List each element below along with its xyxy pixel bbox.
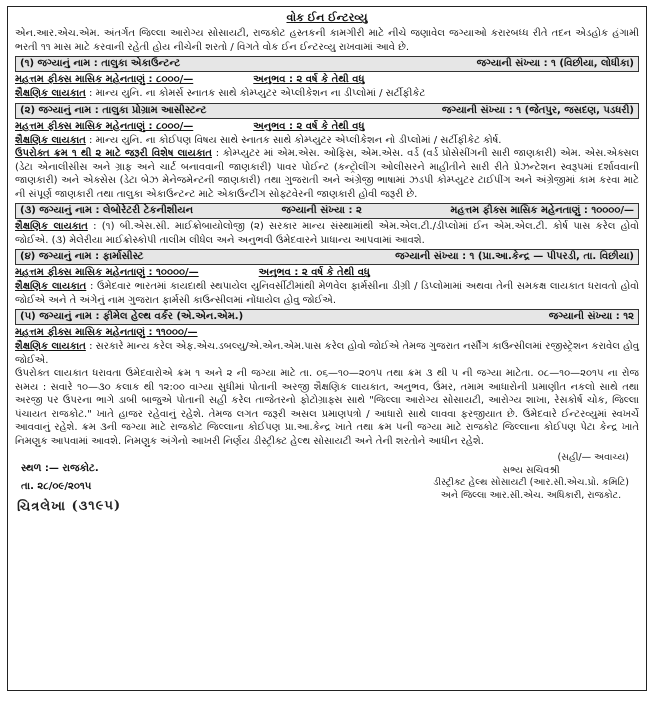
post-2-experience: અનુભવ : ૨ વર્ષ કે તેથી વધુ [253, 120, 365, 132]
closing-paragraph: ઉપરોક્ત લાયકાત ધરાવતા ઉમેદવારોએ ક્રમ ૧ અને ૨ ની જગ્યા માટે તા. ૦૬—૧૦—૨૦૧૫ તથા ક્રમ ૩ થી ૫ ની જગ્યા માટેતા. ૦૮—૧૦—૨૦૧૫ ના રોજ સમય : સવારે ૧૦—૩૦ કલાક થી ૧૨:૦૦ વાગ્યા સુધીમાં પોતાની અરજી શૈક્ષણિક લાયકાત, અનુભવ, ઉંમર, તમામ આધારોની પ્રમાણીત નકલો સાથે તથા અરજી પર ઉપરના ભાગે ડાબી બાજુએ પોતાની સહી કરેલ તાજેતરનો ફોટોગ્રાફ્સ સાથે "જિલ્લા આરોગ્ય સોસાયટી, આરોગ્ય શાખા, રેસકોર્ષ ચોક, જિલ્લા પંચાયત રાજકોટ." ખાતે હાજર રહેવાનું રહેશે. તેમજ લગત જરૂરી અસલ પ્રમાણપત્રો / આધારો સાથે લાવવા ફરજીયાત છે. ઉમેદવારે ઈન્ટરવ્યુમાં સ્વખર્ચે આવવાનું રહેશે. ક્રમ ૩ની જગ્યા માટે રાજકોટ જિલ્લાના કોઈપણ પ્રા.આ.કેન્દ્ર ખાતે તથા ક્રમ ૫ની જગ્યા માટે રાજકોટ જિલ્લાના કોઈપણ પેટા કેન્દ્ર ખાતે નિમણુક આપવામાં આવશે. નિમણુક અંગેનો આખરી નિર્ણય ડીસ્ટ્રીક્ટ હેલ્થ સોસાયટી અને તેની શરતોને આધીન રહેશે. [15, 368, 639, 447]
post-5-qual-label: શૈક્ષણિક લાયકાત [15, 341, 86, 352]
notice-title: વોક ઈન ઈન્ટરવ્યુ [286, 11, 368, 24]
footer-area [15, 452, 639, 532]
post-3-qualification [15, 220, 639, 247]
post-1-header [15, 56, 639, 72]
place-text: સ્થળ :— રાજકોટ. [21, 463, 99, 474]
post-3-salary: મહત્તમ ફીક્સ માસિક મહેનતાણું : ૧૦૦૦૦/— [450, 205, 634, 217]
notice-page [7, 6, 647, 691]
post-3-count: જગ્યાની સંખ્યા : ૨ [281, 205, 362, 217]
intro-paragraph: એન.આર.એચ.એમ. અંતર્ગત જિલ્લા આરોગ્ય સોસાયટી, રાજકોટ હસ્તકની કામગીરી માટે નીચે જણાવેલ જગ્યાઓ કરારબધ્ધ રીતે તદન એડહોક હંગામી ભરતી ૧૧ માસ માટે કરવાની રહેતી હોય નીચેની શરતો / વિગતે વોક ઈન ઈન્ટરવ્યુ રાખવામાં આવે છે. [15, 28, 639, 53]
post-1-salary-row [15, 73, 639, 87]
post-1-experience: અનુભવ : ૨ વર્ષ કે તેથી વધુ [253, 74, 365, 85]
date-text: તા. ૨૮/૦૯/૨૦૧૫ [21, 481, 92, 492]
post-2-header [15, 103, 639, 119]
signature-note: (સહી/— અવાચ્ય) [557, 452, 629, 463]
post-5-count: જગ્યાની સંખ્યા : ૧૨ [548, 311, 634, 323]
post-4-qual-text: : ઉમેદવાર ભારતમાં કાયદાથી સ્થપાયેલ યુનિવર્સીટીમાંથી મેળવેલ ફાર્મસીના ડીગ્રી / ડિપ્લોમામાં અથવા તેની સમકક્ષ લાયકાત ધરાવતો હોવો જોઈએ અને તે અંગેનું નામ ગુજરાત ફાર્મસી કાઉન્સીલમાં નોંધાયેલ હોવુ જોઈએ. [15, 281, 639, 306]
post-5-name: (૫) જગ્યાનું નામ : ફીમેલ હેલ્થ વર્કર (એ.એન.એમ.) [20, 311, 244, 323]
post-2-qualification [15, 134, 639, 148]
post-4-count: જગ્યાની સંખ્યા : ૧ (પ્રા.આ.કેન્દ્ર — પીપરડી, તા. વિછીયા) [395, 251, 634, 263]
signature-block [433, 452, 629, 502]
publication-stamp: ચિત્રલેખા (૩૧૯૫) [16, 498, 122, 515]
post-1-qual-label: શૈક્ષણિક લાયકાત [15, 88, 86, 99]
post-1-qualification [15, 87, 639, 101]
post-3-qual-text: : (૧) બી.એસ.સી. માઈક્રોબાયોલોજી (૨) સરકાર માન્ય સંસ્થામાંથી એમ.એલ.ટી./ડીપ્લોમાં ઈન એમ.એલ.ટી. કોર્ષ પાસ કરેલ હોવો જોઈએ. (૩) મેલેરીયા માઈક્રોસ્કોપી તાલીમ લીધેલ અને અનુભવી ઉમેદવારને પ્રાધાન્ય આપવામાં આવશે. [15, 221, 639, 246]
post-4-salary: મહત્તમ ફીક્સ માસિક મહેનતાણું : ૧૦૦૦૦/— [15, 267, 199, 278]
post-5-header [15, 309, 639, 325]
special-qual-text: : કોમ્પ્યુટર માં એમ.એસ. ઓફિસ, એમ.એસ. વર્ડ (વર્ડ પ્રોસેસીંગની સારી જાણકારી) એમ. એસ.એક્સલ (ડેટા એનાલીસીસ અને ગ્રાફ અને ચાર્ટ બનાવવાની જાણકારી) પાવર પોઈન્ટ (કન્ટ્રોલીંગ ઓલીસરને માહીતીને સારી રીતે પ્રેઝન્ટેશન સ્વરૂપમાં દર્શાવવાની જાણકારી) અને એક્સેસ (ડેટા બેઝ મેનેજમેન્ટની જાણકારી) તથા ગુજરાતી અને અંગ્રેજી ભાષામાં ઝડપી કોમ્પ્યુટર ટાઈપીંગ અને અંગ્રેજીમાં કામ કરવા માટે ની સંપૂર્ણ જાણકારી તથા તાલુકા એકાઉન્ટન્ટ માટે એકાઉન્ટીંગ સોફ્ટવેરની જાણકારી હોવી જરૂરી છે. [15, 148, 639, 200]
post-1-name: (૧) જગ્યાનું નામ : તાલુકા એકાઉન્ટન્ટ [20, 58, 181, 70]
signatory-title: સભ્ય સચિવશ્રી [502, 464, 560, 476]
post-2-salary: મહત્તમ ફીક્સ માસિક મહેનતાણું : ૮૦૦૦/— [15, 120, 194, 132]
post-4-header [15, 249, 639, 265]
post-4-name: (૪) જગ્યાનું નામ : ફાર્માસીસ્ટ [20, 251, 144, 263]
special-qual-label: ઉપરોક્ત ક્રમ ૧ થી ૨ માટે જરૂરી વિશેષ લાયકાત [15, 148, 212, 159]
post-4-experience: અનુભવ : ૨ વર્ષ કે તેથી વધુ [258, 267, 370, 278]
post-3-name: (૩) જગ્યાનું નામ : લેબોરેટરી ટેકનીશીયન [20, 205, 194, 217]
post-2-qual-label: શૈક્ષણિક લાયકાત [15, 134, 86, 146]
signatory-office-2: અને જિલ્લા આર.સી.એચ. અધિકારી, રાજકોટ. [440, 489, 622, 501]
post-2-qual-text: : માન્ય યુનિ. ના કોઈપણ વિષય સાથે સ્નાતક સાથે કોમ્પ્યુટર એપ્લીકેશન નો ડીપ્લોમાં / સર્ટીફીકેટ કોર્ષ. [85, 134, 502, 146]
post-5-qual-text: : સરકારે માન્ય કરેલ એફ.એચ.ડબલ્યુ/એ.એન.એમ.પાસ કરેલ હોવો જોઈએ તેમજ ગુજરાત નર્સીંગ કાઉન્સીલમાં રજીસ્ટ્રેશન કરાવેલ હોવુ જોઈએ. [15, 341, 639, 366]
title-wrap [15, 11, 639, 27]
post-1-salary: મહત્તમ ફીક્સ માસિક મહેનતાણું : ૮૦૦૦/— [15, 74, 194, 85]
post-4-salary-row [15, 266, 639, 280]
post-1-count: જગ્યાની સંખ્યા : ૧ (વિછીયા, લોધીકા) [476, 58, 634, 70]
post-2-salary-row [15, 120, 639, 134]
post-5-qualification [15, 340, 639, 367]
special-qualification [15, 147, 639, 201]
post-4-qual-label: શૈક્ષણિક લાયકાત [15, 281, 87, 292]
post-5-salary: મહત્તમ ફીક્સ માસિક મહેનતાણું : ૧૧૦૦૦/— [15, 327, 198, 338]
post-3-qual-label: શૈક્ષણિક લાયકાત [15, 221, 88, 232]
post-3-header [15, 203, 639, 219]
signatory-office: ડીસ્ટ્રીક્ટ હેલ્થ સોસાયટી (આર.સી.એચ.પ્રો. કમિટિ) [433, 477, 629, 488]
post-2-count: જગ્યાની સંખ્યા : ૧ (જેતપુર, જસદણ, પડધરી) [441, 104, 634, 116]
post-5-salary-row [15, 326, 639, 340]
post-1-qual-text: : માન્ય યુનિ. ના કોમર્સ સ્નાતક સાથે કોમ્પ્યુટર એપ્લીકેશન ના ડીપ્લોમાં / સર્ટીફીકેટ [85, 88, 426, 99]
post-2-name: (૨) જગ્યાનું નામ : તાલુકા પ્રોગ્રામ આસીસ્ટન્ટ [20, 104, 207, 116]
post-4-qualification [15, 280, 639, 307]
